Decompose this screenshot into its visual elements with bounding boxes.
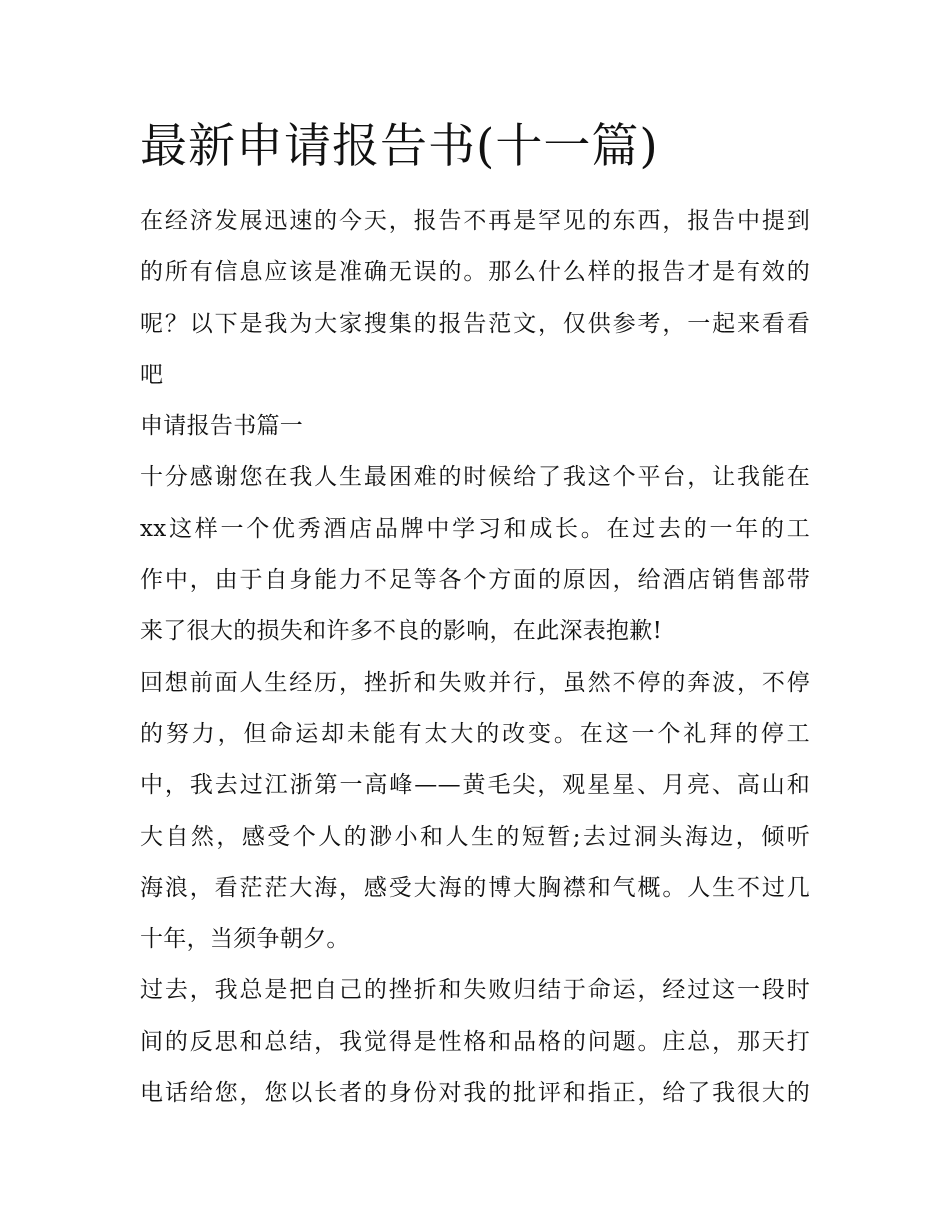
paragraph-line: 海浪，看茫茫大海，感受大海的博大胸襟和气概。人生不过几 [140,874,810,901]
paragraph-line: 大自然，感受个人的渺小和人生的短暂;去过洞头海边，倾听 [140,823,810,850]
paragraph-line: 间的反思和总结，我觉得是性格和品格的问题。庄总，那天打 [140,1028,810,1055]
paragraph-line: 中，我去过江浙第一高峰——黄毛尖，观星星、月亮、高山和 [140,772,810,799]
paragraph-line: 十年，当须争朝夕。 [140,926,350,953]
intro-line-2: 的所有信息应该是准确无误的。那么什么样的报告才是有效的 [140,259,810,286]
document-body [140,196,810,1119]
document-title: 最新申请报告书(十一篇) [140,119,659,174]
section-heading-1: 申请报告书篇一 [140,413,304,440]
paragraph-line: 过去，我总是把自己的挫折和失败归结于命运，经过这一段时 [140,977,810,1004]
intro-line-3: 呢？以下是我为大家搜集的报告范文，仅供参考，一起来看看 [140,310,810,337]
paragraph-line: 来了很大的损失和许多不良的影响，在此深表抱歉! [140,618,663,645]
paragraph-line: 的努力，但命运却未能有太大的改变。在这一个礼拜的停工 [140,720,810,747]
paragraph-line: 作中，由于自身能力不足等各个方面的原因，给酒店销售部带 [140,567,810,594]
intro-line-1: 在经济发展迅速的今天，报告不再是罕见的东西，报告中提到 [140,208,810,234]
intro-line-4: 吧 [140,361,164,388]
paragraph-line: 十分感谢您在我人生最困难的时候给了我这个平台，让我能在 [140,464,810,491]
paragraph-line: 电话给您，您以长者的身份对我的批评和指正，给了我很大的 [140,1080,810,1107]
paragraph-line: xx这样一个优秀酒店品牌中学习和成长。在过去的一年的工 [140,515,810,542]
paragraph-line: 回想前面人生经历，挫折和失败并行，虽然不停的奔波，不停 [140,669,810,696]
